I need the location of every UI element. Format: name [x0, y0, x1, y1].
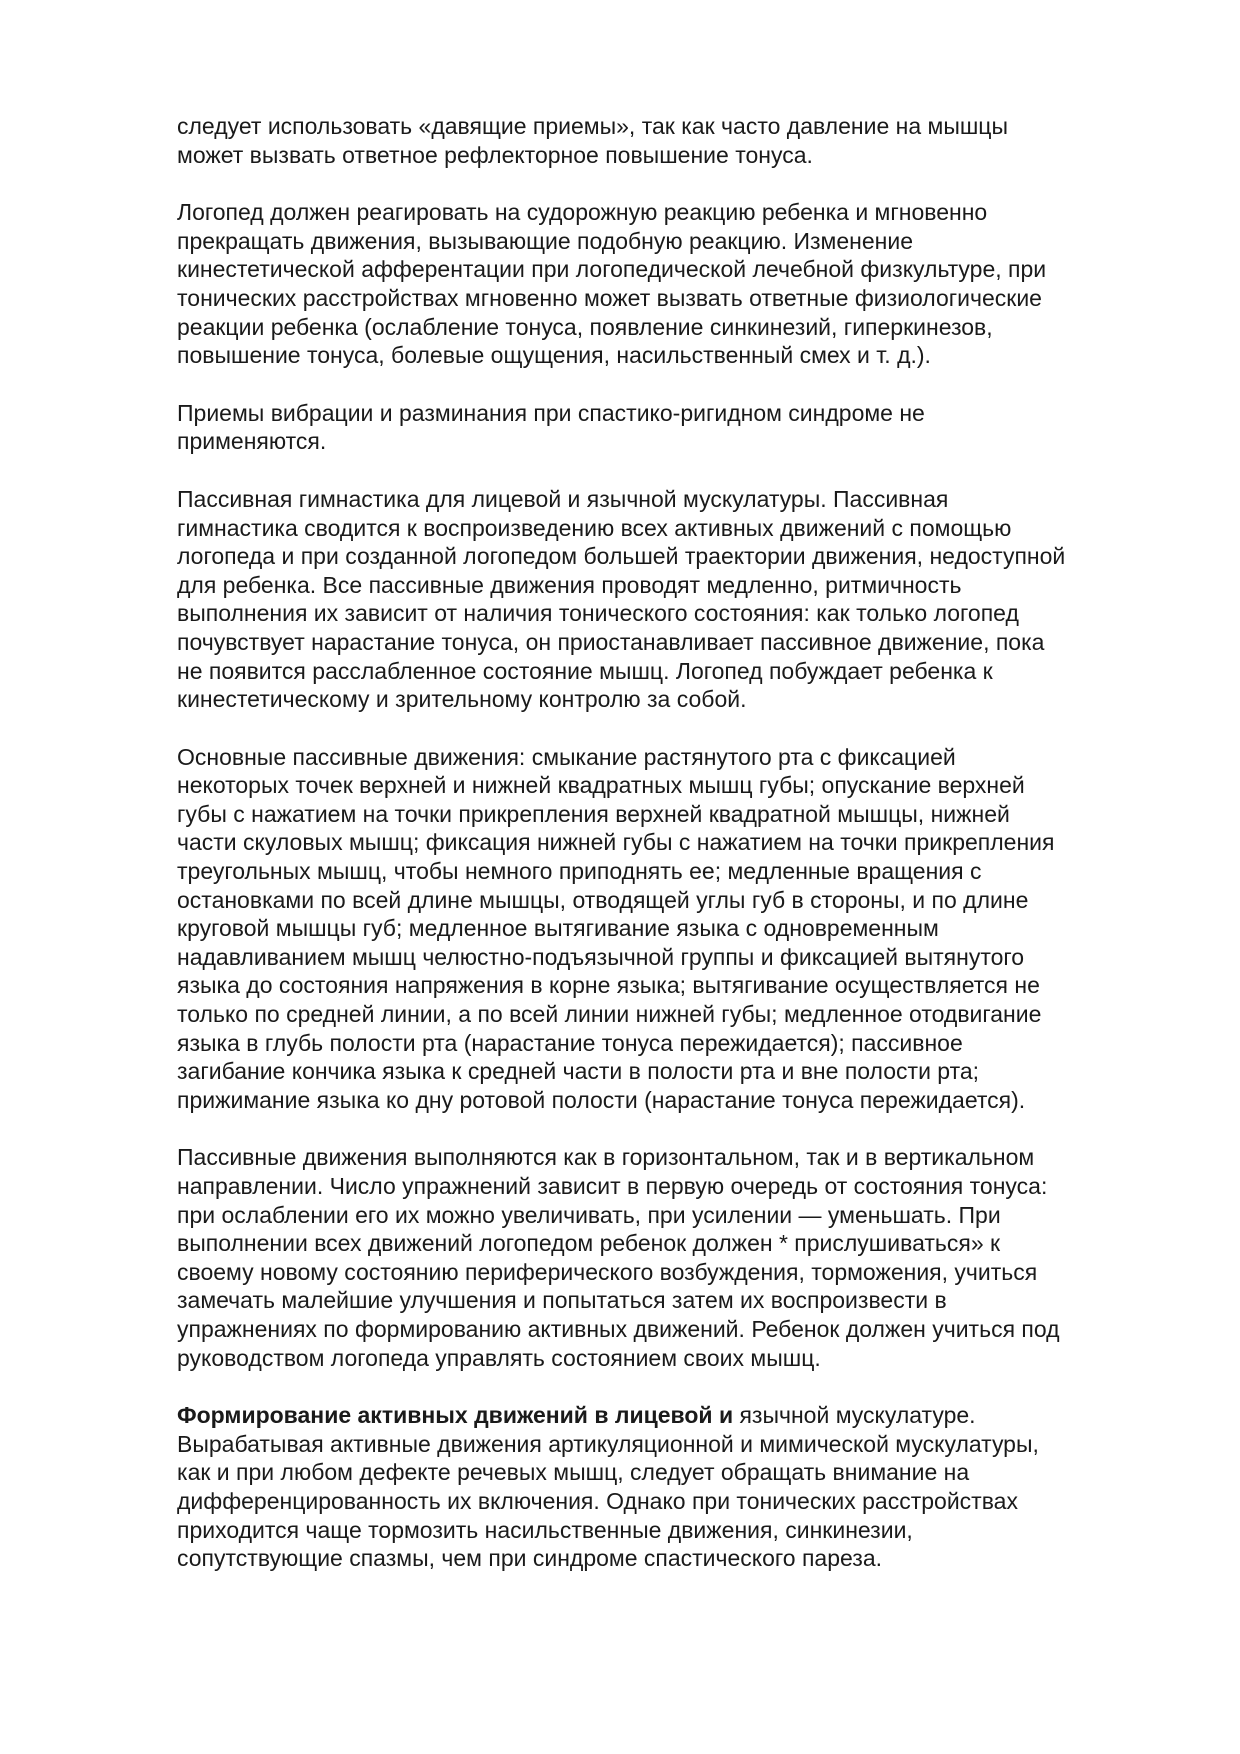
- paragraph-movement-directions: Пассивные движения выполняются как в горизонтальном, так и в вертикальном направлении. Число упражнений зависит в первую очередь от состояния тонуса: при ослаблении его их можно увеличивать, при усилении — уменьшать. При выполнении всех движений логопедом ребенок должен * прислушиваться» к своему новому состоянию периферического возбуждения, торможения, учиться замечать малейшие улучшения и попытаться затем их воспроизвести в упражнениях по формированию активных движений. Ребенок должен учиться под руководством логопеда управлять состоянием своих мышц.: [177, 1144, 1060, 1371]
- paragraph-active-movements: [177, 1401, 1152, 1573]
- paragraph-pressing-techniques: следует использовать «давящие приемы», так как часто давление на мышцы может вызвать ответное рефлекторное повышение тонуса.: [177, 113, 1009, 168]
- paragraph-convulsive-reaction: Логопед должен реагировать на судорожную реакцию ребенка и мгновенно прекращать движения, вызывающие подобную реакцию. Изменение кинестетической афферентации при логопедической лечебной физкультуре, при тонических расстройствах мгновенно может вызвать ответные физиологические реакции ребенка (ослабление тонуса, появление синкинезий, гиперкинезов, повышение тонуса, болевые ощущения, насильственный смех и т. д.).: [177, 199, 1047, 369]
- paragraph-active-movements-text: язычной мускулатуре. Вырабатывая активные движения артикуляционной и мимической мускулатуры, как и при любом дефекте речевых мышц, следует обращать внимание на дифференцированность их включения. Однако при тонических расстройствах приходится чаще тормозить насильственные движения, синкинезии, сопутствующие спазмы, чем при синдроме спастического пареза.: [177, 1402, 1039, 1572]
- paragraph-vibration-techniques: Приемы вибрации и разминания при спастико-ригидном синдроме не применяются.: [177, 399, 925, 455]
- paragraph-passive-gymnastics: Пассивная гимнастика для лицевой и язычной мускулатуры. Пассивная гимнастика сводится к воспроизведению всех активных движений с помощью логопеда и при созданной логопедом большей траектории движения, недоступной для ребенка. Все пассивные движения проводят медленно, ритмичность выполнения их зависит от наличия тонического состояния: как только логопед почувствует нарастание тонуса, он приостанавливает пассивное движение, пока не появится расслабленное состояние мышц. Логопед побуждает ребенка к кинестетическому и зрительному контролю за собой.: [177, 485, 1066, 713]
- document-body: [177, 112, 1152, 1573]
- paragraph-basic-passive-movements: Основные пассивные движения: смыкание растянутого рта с фиксацией некоторых точек верхней и нижней квадратных мышц губы; опускание верхней губы с нажатием на точки прикрепления верхней квадратной мышцы, нижней части скуловых мышц; фиксация нижней губы с нажатием на точки прикрепления треугольных мышц, чтобы немного приподнять ее; медленные вращения с остановками по всей длине мышцы, отводящей углы губ в стороны, и по длине круговой мышцы губ; медленное вытягивание языка с одновременным надавливанием мышц челюстно-подъязычной группы и фиксацией вытянутого языка до состояния напряжения в корне языка; вытягивание осуществляется не только по средней линии, а по всей линии нижней губы; медленное отодвигание языка в глубь полости рта (нарастание тонуса пережидается); пассивное загибание кончика языка к средней части в полости рта и вне полости рта; прижимание языка ко дну ротовой полости (нарастание тонуса пережидается).: [177, 743, 1055, 1113]
- section-heading-active-movements: Формирование активных движений в лицевой и: [177, 1402, 734, 1429]
